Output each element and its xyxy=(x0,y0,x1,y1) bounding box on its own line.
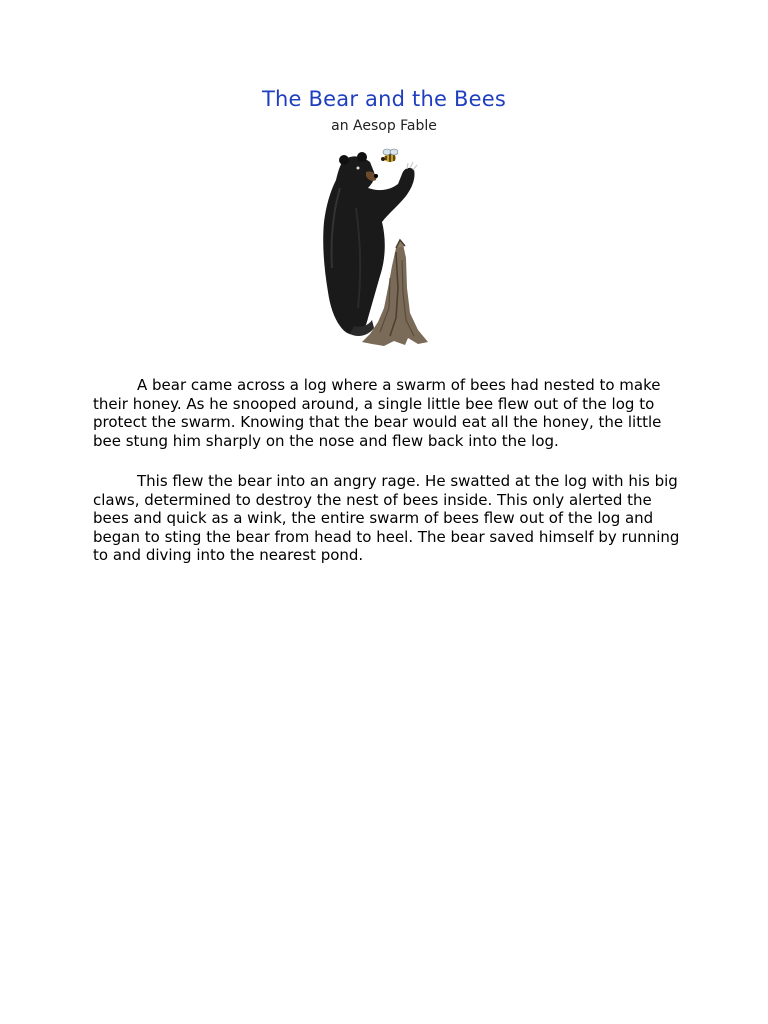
bear-and-bee-icon xyxy=(310,148,440,350)
bee-icon xyxy=(381,149,398,162)
bear-illustration xyxy=(310,148,440,350)
story-paragraph: This flew the bear into an angry rage. He swatted at the log with his big claws, determined to destroy the nest of bees inside. This only alerted the bees and quick as a wink, the entire swarm of bees flew out of the log and began to sting the bear from head to heel. The bear saved himself by running to and diving into the nearest pond. xyxy=(93,472,680,564)
page-subtitle: an Aesop Fable xyxy=(331,118,437,134)
page-title: The Bear and the Bees xyxy=(262,87,506,111)
story-paragraph: A bear came across a log where a swarm of bees had nested to make their honey. As he snooped around, a single little bee flew out of the log to protect the swarm. Knowing that the bear would eat all the honey, the little bee stung him sharply on the nose and flew back into the log. xyxy=(93,376,662,450)
story-body xyxy=(93,376,683,587)
